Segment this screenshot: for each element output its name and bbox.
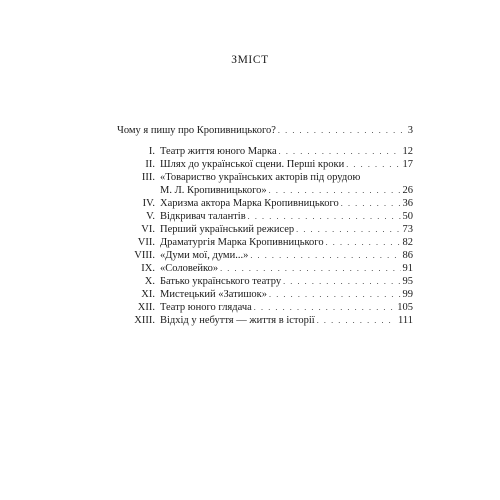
chapter-number: X. [144,276,155,287]
toc-entry [117,275,413,288]
dot-leader [283,275,400,288]
entry-page: 82 [402,237,413,248]
dot-leader [341,197,401,210]
chapter-number: I. [148,146,155,157]
toc-entry [117,210,413,223]
entry-page: 50 [402,211,413,222]
dot-leader [278,124,406,137]
entry-title: Театр юного глядача [160,302,252,313]
chapter-number: XI. [141,289,155,300]
dot-leader [269,288,400,301]
chapter-number: IV. [142,198,155,209]
contents-heading: ЗМІСТ [231,54,269,66]
toc-entry [117,236,413,249]
chapter-number: XIII. [134,315,155,326]
dot-leader [279,145,401,158]
entry-title: Харизма актора Марка Кропивницького [160,198,339,209]
chapter-number: VII. [137,237,155,248]
entry-page: 91 [402,263,413,274]
entry-page: 3 [407,125,413,136]
toc-entry [117,249,413,262]
entry-page: 73 [402,224,413,235]
toc-entry-intro [117,124,413,137]
toc-entry [117,158,413,171]
table-of-contents [117,124,413,327]
entry-title: Перший український режисер [160,224,295,235]
dot-leader [248,210,401,223]
chapter-number: V. [146,211,155,222]
toc-entry [117,197,413,210]
dot-leader [326,236,401,249]
entry-page: 111 [398,315,413,326]
entry-page: 17 [402,159,413,170]
entry-title-continuation: М. Л. Кропивницького» [160,185,267,196]
dot-leader [296,223,400,236]
entry-page: 12 [402,146,413,157]
entry-page: 36 [402,198,413,209]
entry-title: «Соловейко» [160,263,219,274]
entry-page: 26 [402,185,413,196]
dot-leader [250,249,400,262]
chapter-number: II. [145,159,155,170]
dot-leader [254,301,395,314]
chapter-number: XII. [137,302,155,313]
toc-entry [117,223,413,236]
toc-entry [117,314,413,327]
toc-entry [117,171,413,184]
toc-entry [117,301,413,314]
dot-leader [269,184,401,197]
chapter-number: III. [141,172,155,183]
entry-page: 105 [397,302,413,313]
entry-title: «Думи мої, думи...» [160,250,249,261]
entry-page: 95 [402,276,413,287]
chapter-number: VI. [141,224,155,235]
dot-leader [346,158,400,171]
toc-entry [117,145,413,158]
entry-title: Театр життя юного Марка [160,146,277,157]
chapter-number: VIII. [134,250,155,261]
toc-entry [117,262,413,275]
dot-leader [317,314,396,327]
entry-title: Мистецький «Затишок» [160,289,268,300]
entry-title: Чому я пишу про Кропивницького? [117,125,276,136]
dot-leader [220,262,400,275]
entry-title: Відхід у небуття — життя в історії [160,315,315,326]
entry-page: 86 [402,250,413,261]
entry-title: Батько українського театру [160,276,282,287]
entry-title: Драматургія Марка Кропивницького [160,237,324,248]
entry-page: 99 [402,289,413,300]
entry-title: «Товариство українських акторів під орудою [160,172,361,183]
chapter-number: IX. [141,263,155,274]
toc-entry-continuation [117,184,413,197]
entry-title: Шлях до української сцени. Перші кроки [160,159,345,170]
entry-title: Відкривач талантів [160,211,246,222]
toc-entry [117,288,413,301]
